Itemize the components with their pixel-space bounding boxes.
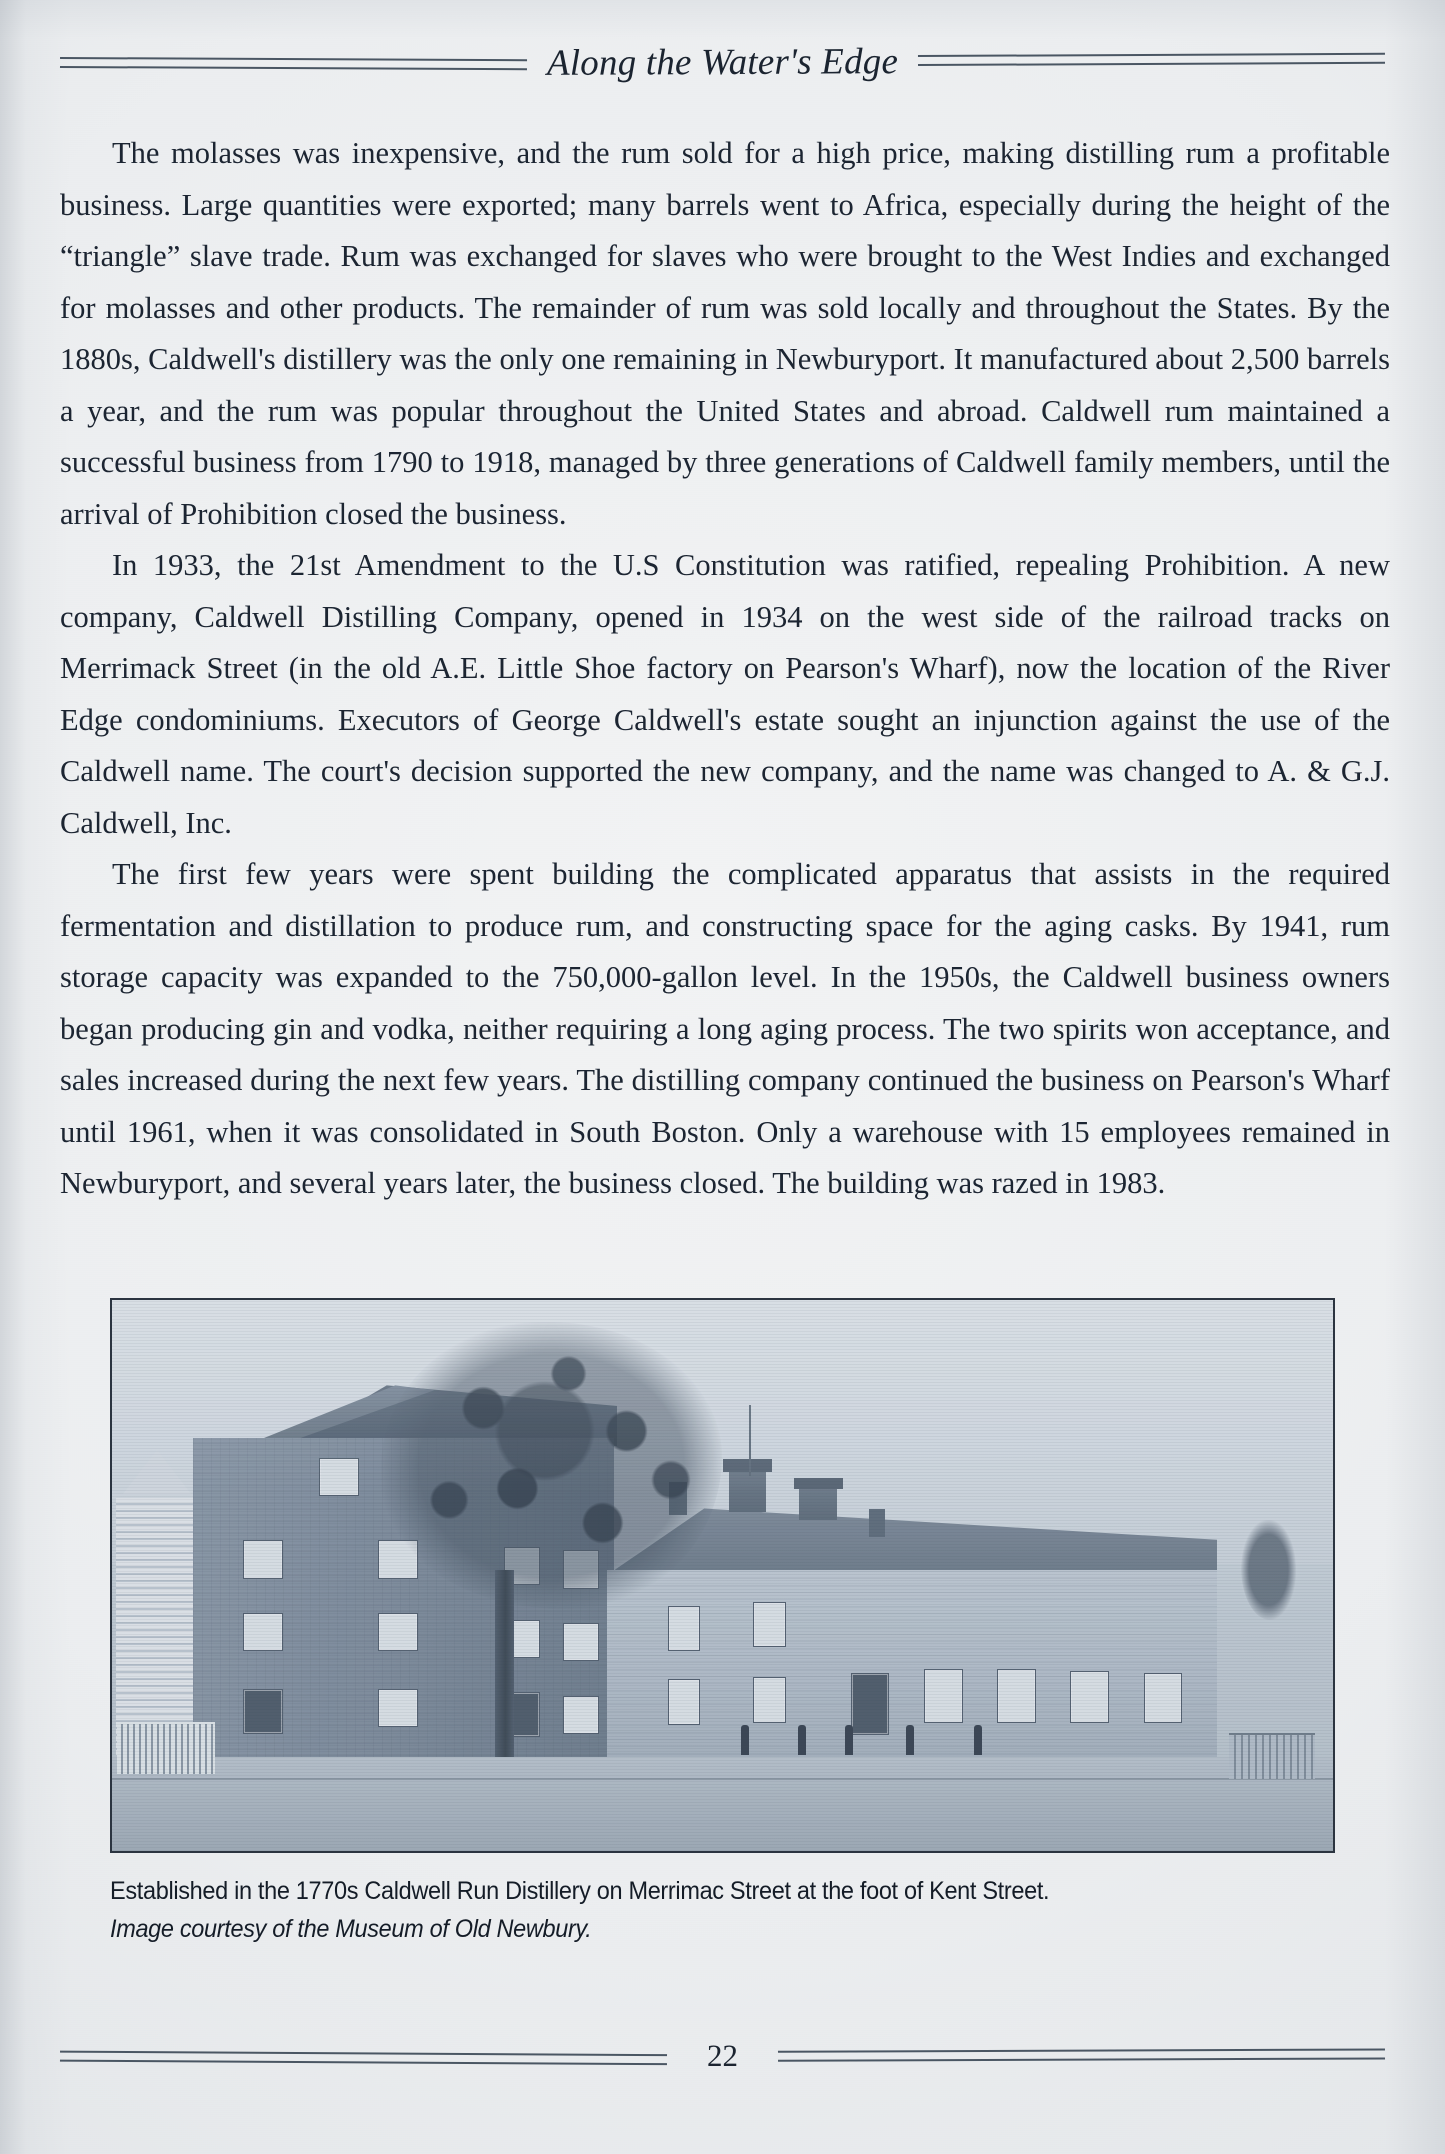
wooden-fence-right (1229, 1733, 1314, 1779)
tree-canopy (381, 1322, 723, 1609)
window (753, 1677, 786, 1723)
header-rule-left (60, 57, 527, 71)
window (243, 1540, 283, 1578)
tree-trunk (495, 1570, 513, 1757)
footer-rule-right (778, 2047, 1385, 2061)
figure (110, 1298, 1335, 1948)
background-tree (1241, 1520, 1296, 1619)
figure-person (974, 1725, 982, 1755)
window (563, 1696, 599, 1734)
figure-person (845, 1725, 853, 1755)
figure-person (906, 1725, 914, 1755)
window (1144, 1673, 1183, 1723)
flagpole (749, 1405, 751, 1477)
window (668, 1606, 701, 1652)
doorway (243, 1689, 283, 1734)
window (997, 1669, 1036, 1723)
figure-person (798, 1725, 806, 1755)
street-ground (112, 1757, 1333, 1851)
cupola (729, 1471, 767, 1512)
window (1070, 1671, 1109, 1723)
running-header-title: Along the Water's Edge (546, 40, 899, 84)
window (753, 1602, 786, 1648)
caption-line-2: Image courtesy of the Museum of Old Newbury. (110, 1915, 592, 1943)
page-footer (60, 2033, 1385, 2078)
doorway (851, 1673, 890, 1735)
paragraph-3: The first few years were spent building the complicated apparatus that assists in the required fermentation and distillation to produce rum, and constructing space for the aging casks. By 1941, rum storage capacity was expanded to the 750,000-gallon level. In the 1950s, the Caldwell business owners began producing gin and vodka, neither requiring a long aging process. The two spirits won acceptance, and sales increased during the next few years. The distilling company continued the business on Pearson's Wharf until 1961, when it was consolidated in South Boston. Only a warehouse with 15 employees remained in Newburyport, and several years later, the business closed. The building was razed in 1983. (60, 857, 1390, 1200)
chimney (869, 1509, 885, 1537)
cupola (799, 1487, 837, 1520)
window (563, 1623, 599, 1661)
body-text (60, 128, 1390, 1210)
figure-caption (110, 1872, 1262, 1948)
window (319, 1458, 359, 1496)
page-number: 22 (706, 2037, 739, 2074)
window (378, 1689, 418, 1727)
photograph-scene (112, 1300, 1333, 1851)
running-header (60, 27, 1385, 97)
window (924, 1669, 963, 1723)
footer-rule-left (60, 2050, 667, 2065)
figure-person (741, 1725, 749, 1755)
window (668, 1679, 701, 1725)
window (243, 1613, 283, 1651)
header-rule-right (918, 53, 1385, 67)
historic-photograph (110, 1298, 1335, 1853)
paragraph-1: The molasses was inexpensive, and the rum sold for a high price, making distilling rum a profitable business. Large quantities were exported; many barrels went to Africa, especially during the height of the “triangle” slave trade. Rum was exchanged for slaves who were brought to the West Indies and exchanged for molasses and other products. The remainder of rum was sold locally and throughout the States. By the 1880s, Caldwell's distillery was the only one remaining in Newburyport. It manufactured about 2,500 barrels a year, and the rum was popular throughout the United States and abroad. Caldwell rum maintained a successful business from 1790 to 1918, managed by three generations of Caldwell family members, until the arrival of Prohibition closed the business. (60, 136, 1390, 531)
caption-line-1: Established in the 1770s Caldwell Run Distillery on Merrimac Street at the foot of Kent Street. (110, 1877, 1050, 1905)
picket-fence (117, 1722, 215, 1774)
window (378, 1613, 418, 1651)
paragraph-2: In 1933, the 21st Amendment to the U.S Constitution was ratified, repealing Prohibition. A new company, Caldwell Distilling Company, opened in 1934 on the west side of the railroad tracks on Merrimack Street (in the old A.E. Little Shoe factory on Pearson's Wharf), now the location of the River Edge condominiums. Executors of George Caldwell's estate sought an injunction against the use of the Caldwell name. The court's decision supported the new company, and the name was changed to A. & G.J. Caldwell, Inc. (60, 548, 1390, 840)
